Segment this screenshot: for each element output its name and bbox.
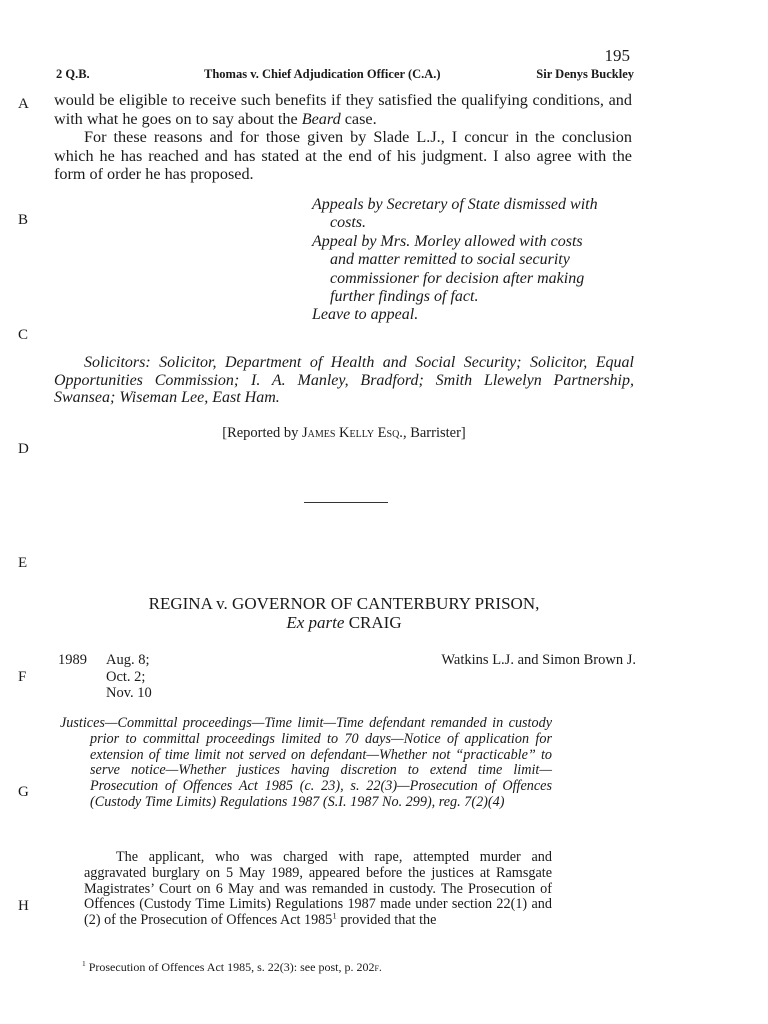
judgment-paragraph-2: For these reasons and for those given by Slade L.J., I concur in the conclusion which he has reached and has stated at the end of his judgment. I also agree with the form of order he has proposed.	[54, 128, 632, 184]
section-divider	[304, 502, 388, 503]
margin-letter-g: G	[18, 784, 29, 800]
margin-letter-a: A	[18, 96, 29, 112]
court-order	[312, 196, 608, 325]
margin-letter-c: C	[18, 327, 29, 343]
margin-letter-b: B	[18, 212, 29, 228]
hearing-date-list	[106, 652, 152, 702]
order-item: Appeals by Secretary of State dismissed with costs.	[312, 196, 598, 232]
headnote-catchwords: Justices—Committal proceedings—Time limit—Time defendant remanded in custody prior to committal proceedings limited to 70 days—Notice of application for extension of time limit not served on defendant—Whether not “practicable” to serve notice—Whether justices having discretion to extend time limit—Prosecution of Offences Act 1985 (c. 23), s. 22(3)—Prosecution of Offences (Custody Time Limits) Regulations 1987 (S.I. 1987 No. 299), reg. 7(2)(4)	[60, 715, 552, 810]
hearing-date: Nov. 10	[106, 685, 152, 701]
judgment-paragraph-1: would be eligible to receive such benefits if they satisfied the qualifying conditions, and with what he goes on to say about the Beard case.	[54, 91, 632, 128]
hearing-date: Aug. 8;	[106, 652, 150, 668]
footnote: $^1$ Prosecution of Offences Act 1985, s. 22(3): see post, p. 202f.	[82, 959, 382, 974]
header-volume: 2 Q.B.	[56, 67, 90, 81]
margin-letter-e: E	[18, 555, 28, 571]
page-number: 195	[604, 46, 630, 65]
hearing-date: Oct. 2;	[106, 668, 146, 685]
margin-letter-d: D	[18, 441, 29, 457]
case-summary: The applicant, who was charged with rape, attempted murder and aggravated burglary on 5 May 1989, appeared before the justices at Ramsgate Magistrates’ Court on 6 May and was remanded in custody. The Prosecution of Offences (Custody Time Limits) Regulations 1987 made under section 22(1) and (2) of the Prosecution of Offences Act 1985$^1$ provided that the	[84, 849, 552, 929]
margin-letter-f: F	[18, 669, 27, 685]
case-title-line-1: REGINA v. GOVERNOR OF CANTERBURY PRISON,	[148, 594, 540, 613]
margin-letter-h: H	[18, 898, 29, 914]
header-case-name: Thomas v. Chief Adjudication Officer (C.A.)	[204, 67, 441, 81]
case-title-line-2: Ex parte CRAIG	[286, 613, 402, 632]
order-item: Appeal by Mrs. Morley allowed with costs and matter remitted to social security commissioner for decision after making further findings of fact.	[312, 232, 585, 306]
order-item: Leave to appeal.	[312, 306, 419, 324]
case-title	[54, 594, 634, 632]
solicitors-list: Solicitors: Solicitor, Department of Health and Social Security; Solicitor, Equal Opportunities Commission; I. A. Manley, Bradford; Smith Llewelyn Partnership, Swansea; Wiseman Lee, East Ham.	[54, 354, 634, 406]
judges: Watkins L.J. and Simon Brown J.	[441, 652, 636, 668]
hearing-year: 1989	[58, 652, 87, 668]
judgment-text	[54, 91, 632, 184]
footnote-reference: 1	[332, 910, 337, 921]
header-judge: Sir Denys Buckley	[536, 67, 634, 81]
reporter-credit: [Reported by James Kelly Esq., Barrister]	[222, 425, 466, 441]
